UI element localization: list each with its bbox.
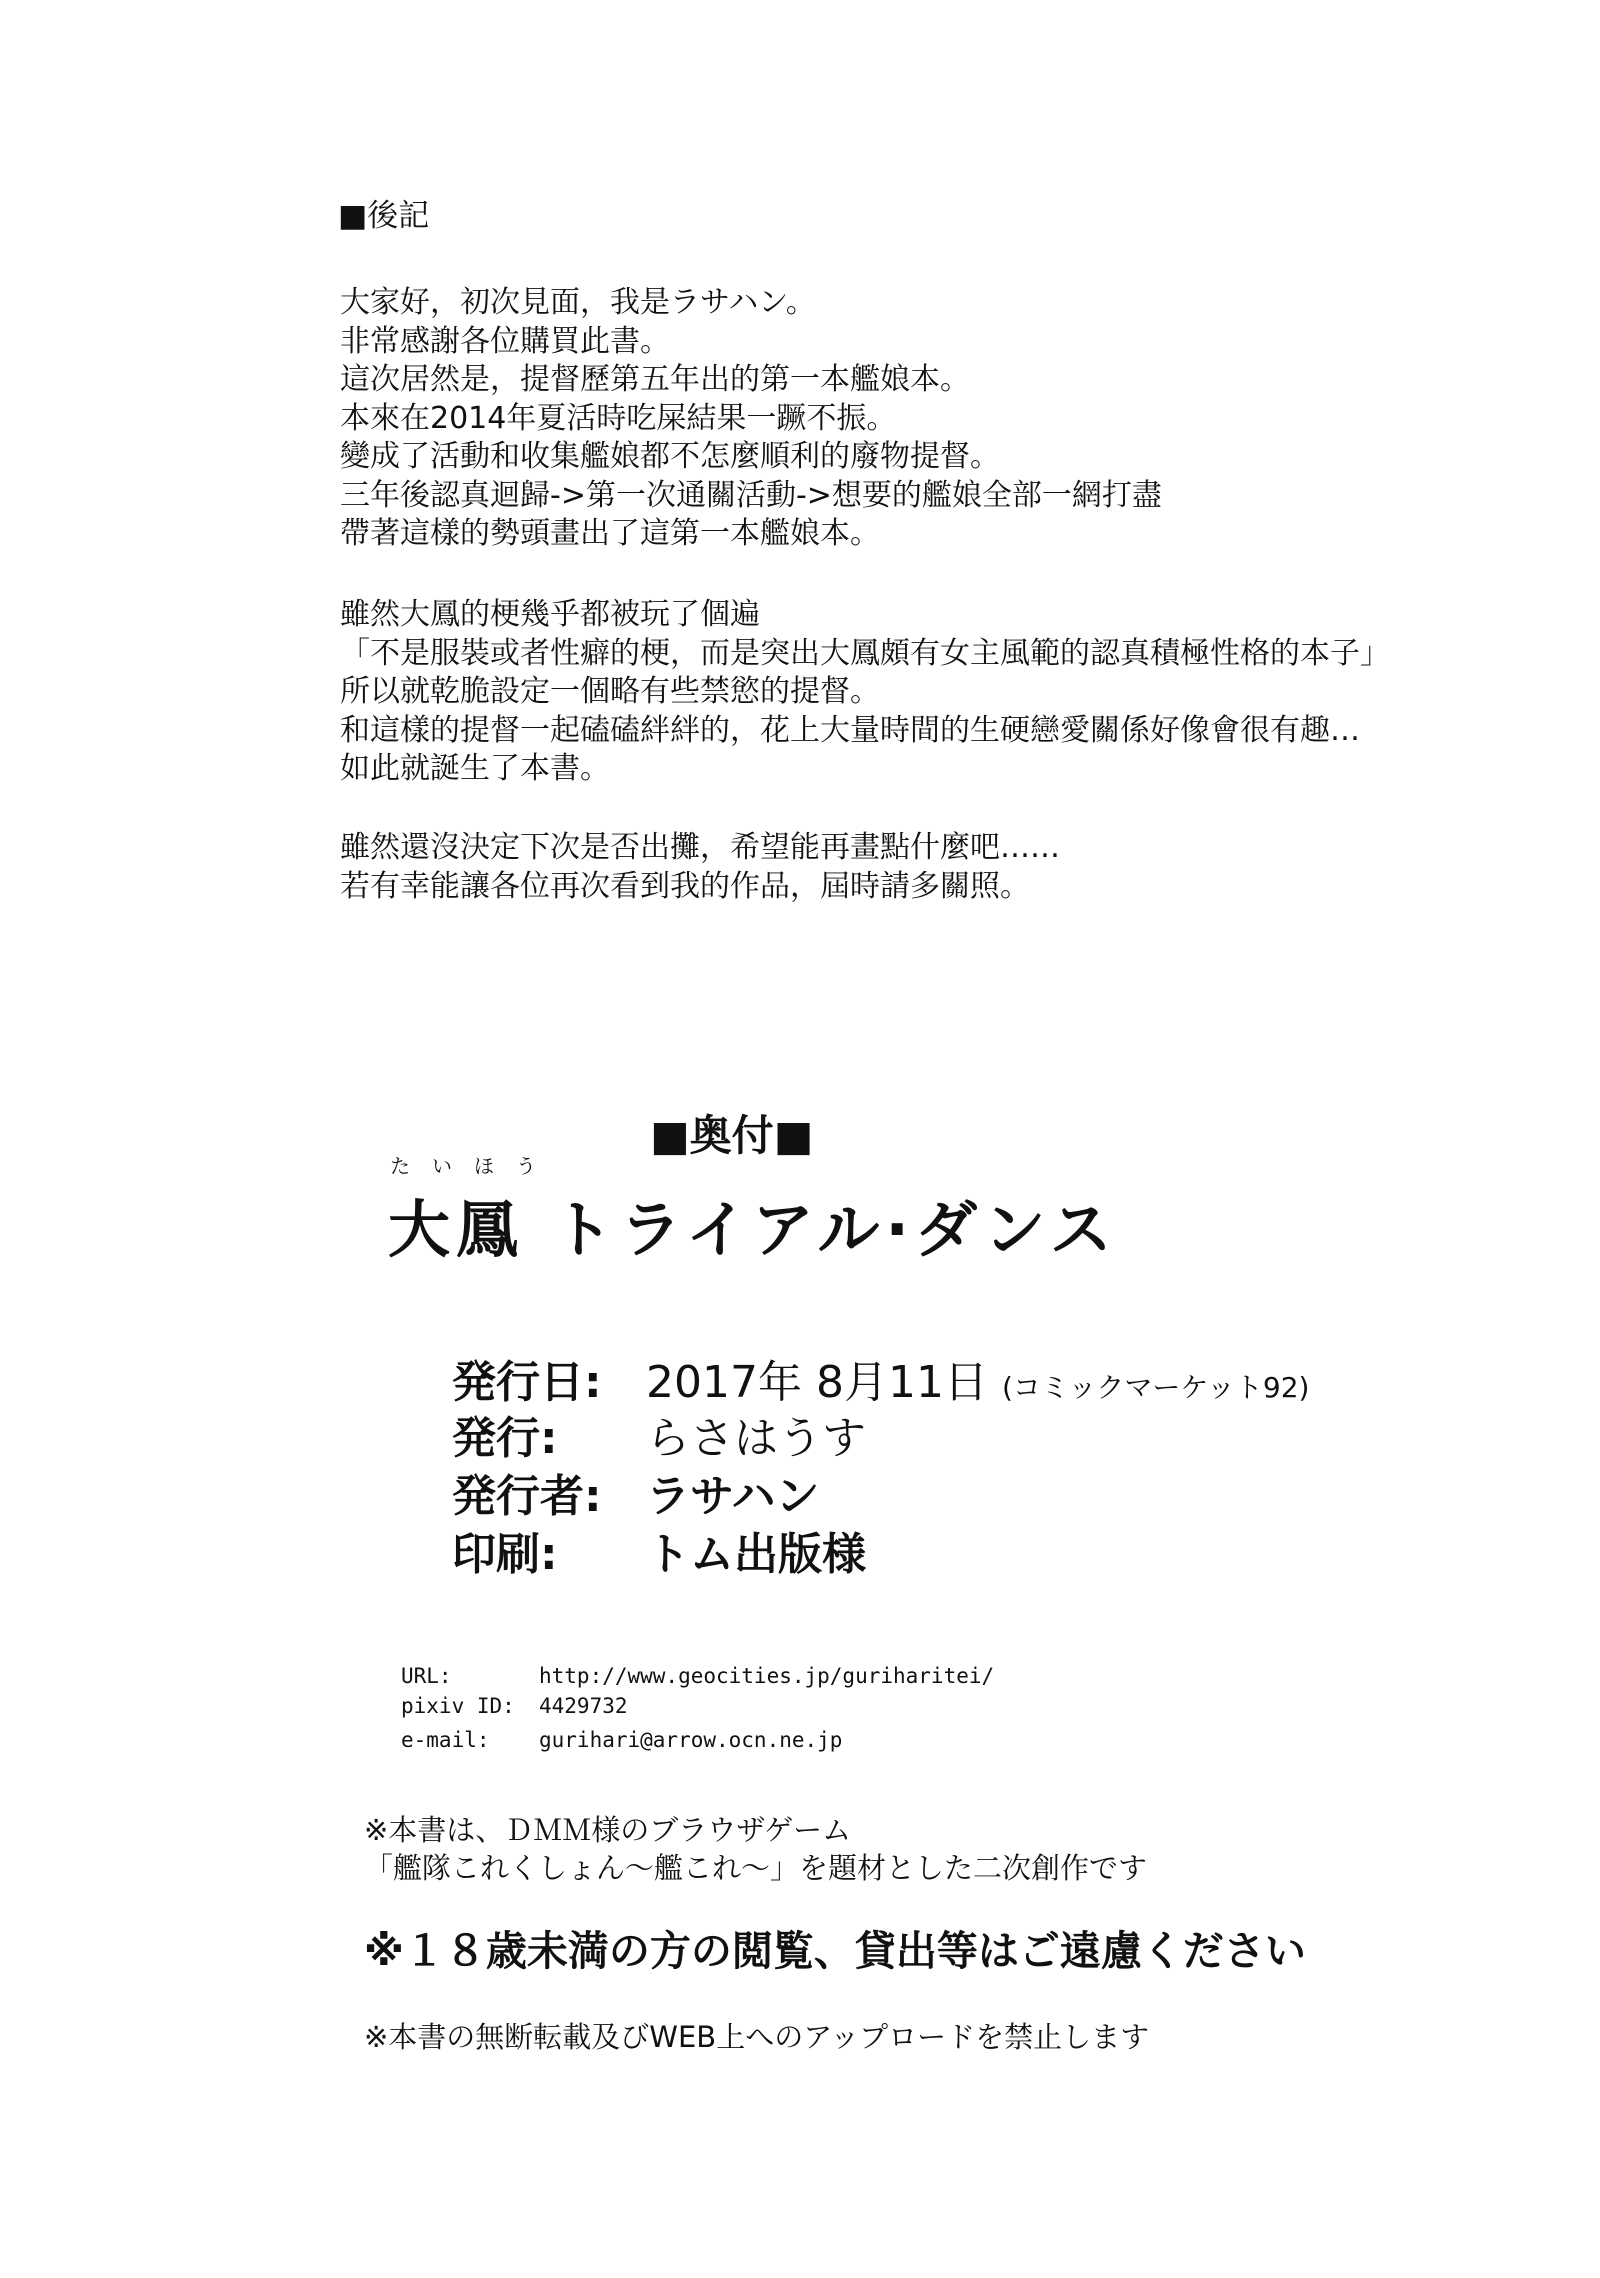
- text-line: 所以就乾脆設定一個略有些禁慾的提督。: [340, 674, 880, 709]
- prohibition-note: ※本書の無断転載及びWEB上へのアップロードを禁止します: [364, 2020, 1150, 2054]
- text-line: 若有幸能讓各位再次看到我的作品，屆時請多關照。: [340, 868, 1030, 904]
- text-line: 非常感謝各位購買此書。: [340, 323, 670, 359]
- row-value: らさはうす: [646, 1413, 866, 1464]
- email-row: [401, 1728, 1101, 1758]
- afterword-heading: ■後記: [338, 198, 430, 234]
- title-ruby: たいほう: [390, 1154, 558, 1178]
- text-line: 帶著這樣的勢頭畫出了這第一本艦娘本。: [340, 516, 880, 551]
- url-link[interactable]: http://www.geocities.jp/guriharitei/: [539, 1664, 995, 1688]
- contact-label: URL:: [401, 1664, 452, 1688]
- derivative-note-1: ※本書は、ＤＭＭ様のブラウザゲーム: [364, 1813, 852, 1847]
- text-line: 大家好，初次見面，我是ラサハン。: [340, 285, 816, 320]
- book-title: 大鳳 トライアル·ダンス: [388, 1193, 1118, 1266]
- text-line: 雖然大鳳的梗幾乎都被玩了個遍: [340, 597, 760, 632]
- pixiv-row: [401, 1694, 1101, 1724]
- text-line: 如此就誕生了本書。: [340, 751, 610, 786]
- date-value: 2017年 8月11日: [646, 1357, 988, 1408]
- text-line: 本來在2014年夏活時吃屎結果一蹶不振。: [340, 400, 897, 436]
- row-label: 発行:: [452, 1413, 558, 1464]
- url-row: [401, 1664, 1101, 1694]
- row-label: 印刷:: [452, 1529, 558, 1580]
- pixiv-id: 4429732: [539, 1694, 628, 1718]
- age-warning: ※１８歳未満の方の閲覧、貸出等はご遠慮ください: [364, 1927, 1306, 1975]
- contact-label: pixiv ID:: [401, 1694, 515, 1718]
- event-note: (コミックマーケット92): [1001, 1371, 1310, 1404]
- text-line: 和這樣的提督一起磕磕絆絆的，花上大量時間的生硬戀愛關係好像會很有趣…: [340, 712, 1360, 748]
- text-line: 「不是服裝或者性癖的梗，而是突出大鳳頗有女主風範的認真積極性格的本子」: [340, 635, 1390, 671]
- text-line: 變成了活動和收集艦娘都不怎麼順利的廢物提督。: [340, 439, 1000, 474]
- text-line: 三年後認真迴歸->第一次通關活動->想要的艦娘全部一網打盡: [340, 477, 1162, 513]
- afterword-paragraph-1: [340, 284, 1162, 554]
- row-label: 発行日:: [452, 1357, 602, 1408]
- afterword-paragraph-3: [340, 829, 1060, 906]
- text-line: 這次居然是，提督歷第五年出的第一本艦娘本。: [340, 362, 970, 397]
- row-value: ラサハン: [646, 1471, 820, 1522]
- afterword-paragraph-2: [340, 596, 1390, 789]
- row-value: [646, 1346, 1309, 1410]
- text-line: 雖然還沒決定下次是否出攤，希望能再畫點什麼吧……: [340, 830, 1060, 865]
- derivative-note-2: 「艦隊これくしょん～艦これ～」を題材とした二次創作です: [364, 1851, 1148, 1885]
- row-label: 発行者:: [452, 1471, 602, 1522]
- colophon-heading: ■奥付■: [650, 1111, 814, 1160]
- email-link[interactable]: gurihari@arrow.ocn.ne.jp: [539, 1728, 843, 1752]
- contact-label: e-mail:: [401, 1728, 490, 1752]
- row-value: トム出版様: [646, 1529, 866, 1580]
